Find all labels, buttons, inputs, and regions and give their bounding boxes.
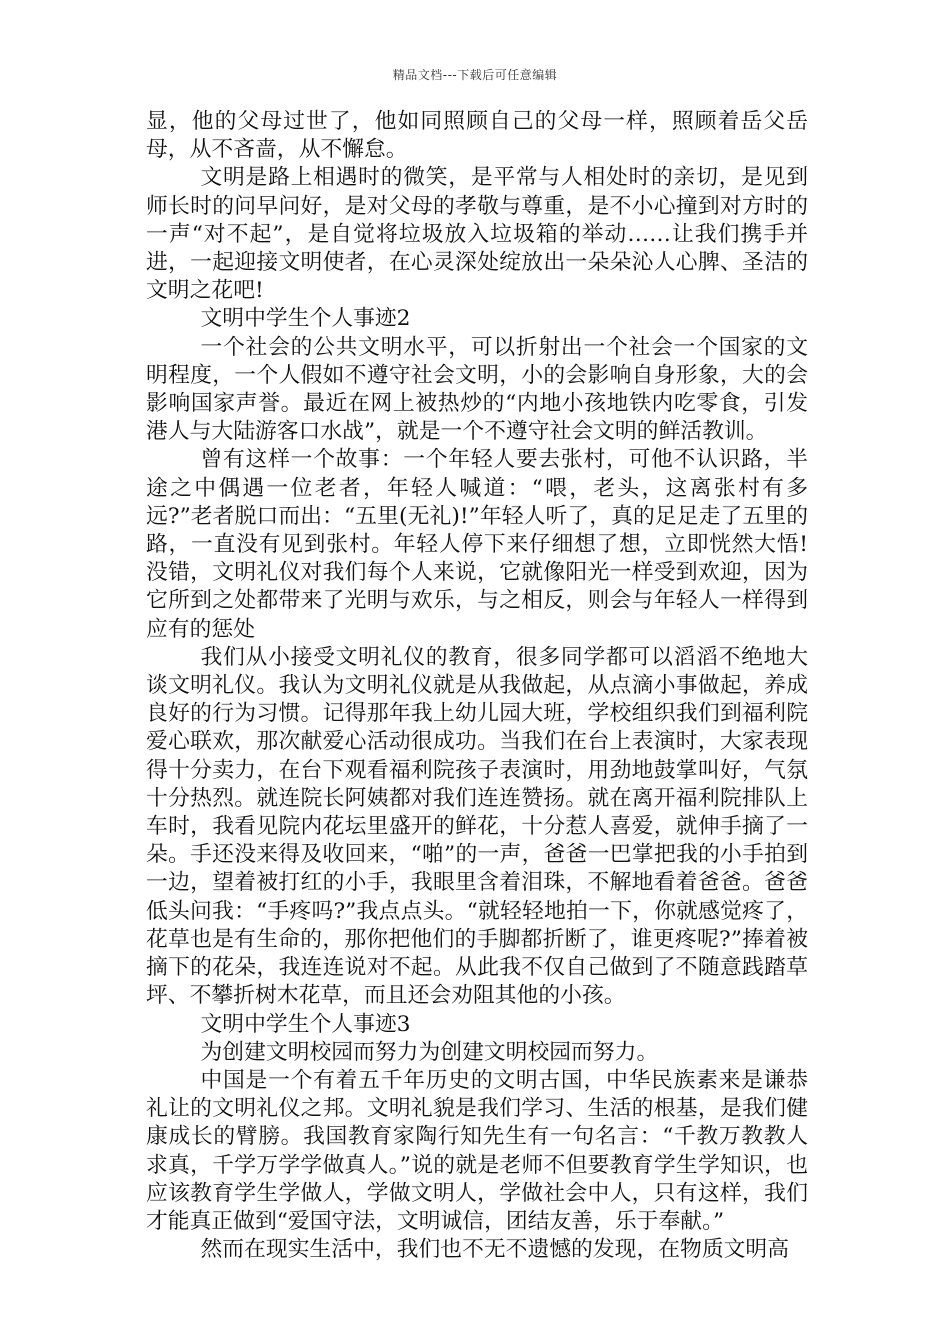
paragraph: 我们从小接受文明礼仪的教育，很多同学都可以滔滔不绝地大谈文明礼仪。我认为文明礼仪就是从我做起，从点滴小事做起，养成良好的行为习惯。记得那年我上幼儿园大班，学校组织我们到福利院爱心联欢，那次献爱心活动很成功。当我们在台上表演时，大家表现得十分卖力，在台下观看福利院孩子表演时，用劲地鼓掌叫好，气氛十分热烈。就连院长阿姨都对我们连连赞扬。就在离开福利院排队上车时，我看见院内花坛里盛开的鲜花，十分惹人喜爱，就伸手摘了一朵。手还没来得及收回来，“啪”的一声，爸爸一巴掌把我的小手拍到一边，望着被打红的小手，我眼里含着泪珠，不解地看着爸爸。爸爸低头问我：“手疼吗?”我点点头。“就轻轻地拍一下，你就感觉疼了，花草也是有生命的，那你把他们的手脚都折断了，谁更疼呢?”捧着被摘下的花朵，我连连说对不起。从此我不仅自己做到了不随意践踏草坪、不攀折树木花草，而且还会劝阻其他的小孩。	[146, 644, 808, 1009]
paragraph: 一个社会的公共文明水平，可以折射出一个社会一个国家的文明程度，一个人假如不遵守社会文明，小的会影响自身形象，大的会影响国家声誉。最近在网上被热炒的“内地小孩地铁内吃零食，引发港人与大陆游客口水战”，就是一个不遵守社会文明的鲜活教训。	[146, 334, 808, 445]
paragraph: 中国是一个有着五千年历史的文明古国，中华民族素来是谦恭礼让的文明礼仪之邦。文明礼貌是我们学习、生活的根基，是我们健康成长的臂膀。我国教育家陶行知先生有一句名言：“千教万教教人求真，千学万学学做真人。”说的就是老师不但要教育学生学知识，也应该教育学生学做人，学做文明人，学做社会中人，只有这样，我们才能真正做到“爱国守法，文明诚信，团结友善，乐于奉献。”	[146, 1067, 808, 1234]
paragraph: 显，他的父母过世了，他如同照顾自己的父母一样，照顾着岳父岳母，从不吝啬，从不懈怠。	[146, 109, 808, 163]
paragraph: 为创建文明校园而努力为创建文明校园而努力。	[200, 1039, 659, 1065]
paragraph: 曾有这样一个故事：一个年轻人要去张村，可他不认识路，半途之中偶遇一位老者，年轻人喊道：“喂，老头，这离张村有多远?”老者脱口而出：“五里(无礼)!”年轻人听了，真的足足走了五里的路，一直没有见到张村。年轻人停下来仔细想了想，立即恍然大悟!没错，文明礼仪对我们每个人来说，它就像阳光一样受到欢迎，因为它所到之处都带来了光明与欢乐，与之相反，则会与年轻人一样得到应有的惩处	[146, 447, 808, 642]
paragraph: 然而在现实生活中，我们也不无不遗憾的发现，在物质文明高	[200, 1237, 790, 1263]
document-body	[146, 108, 808, 1264]
paragraph: 文明是路上相遇时的微笑，是平常与人相处时的亲切，是见到师长时的问早问好，是对父母的孝敬与尊重，是不小心撞到对方时的一声“对不起”，是自觉将垃圾放入垃圾箱的举动……让我们携手并进，一起迎接文明使者，在心灵深处绽放出一朵朵沁人心脾、圣洁的文明之花吧!	[146, 165, 808, 304]
section-heading: 文明中学生个人事迹3	[200, 1011, 411, 1037]
page-header: 精品文档---下载后可任意编辑	[392, 68, 558, 82]
section-heading: 文明中学生个人事迹2	[200, 306, 411, 332]
